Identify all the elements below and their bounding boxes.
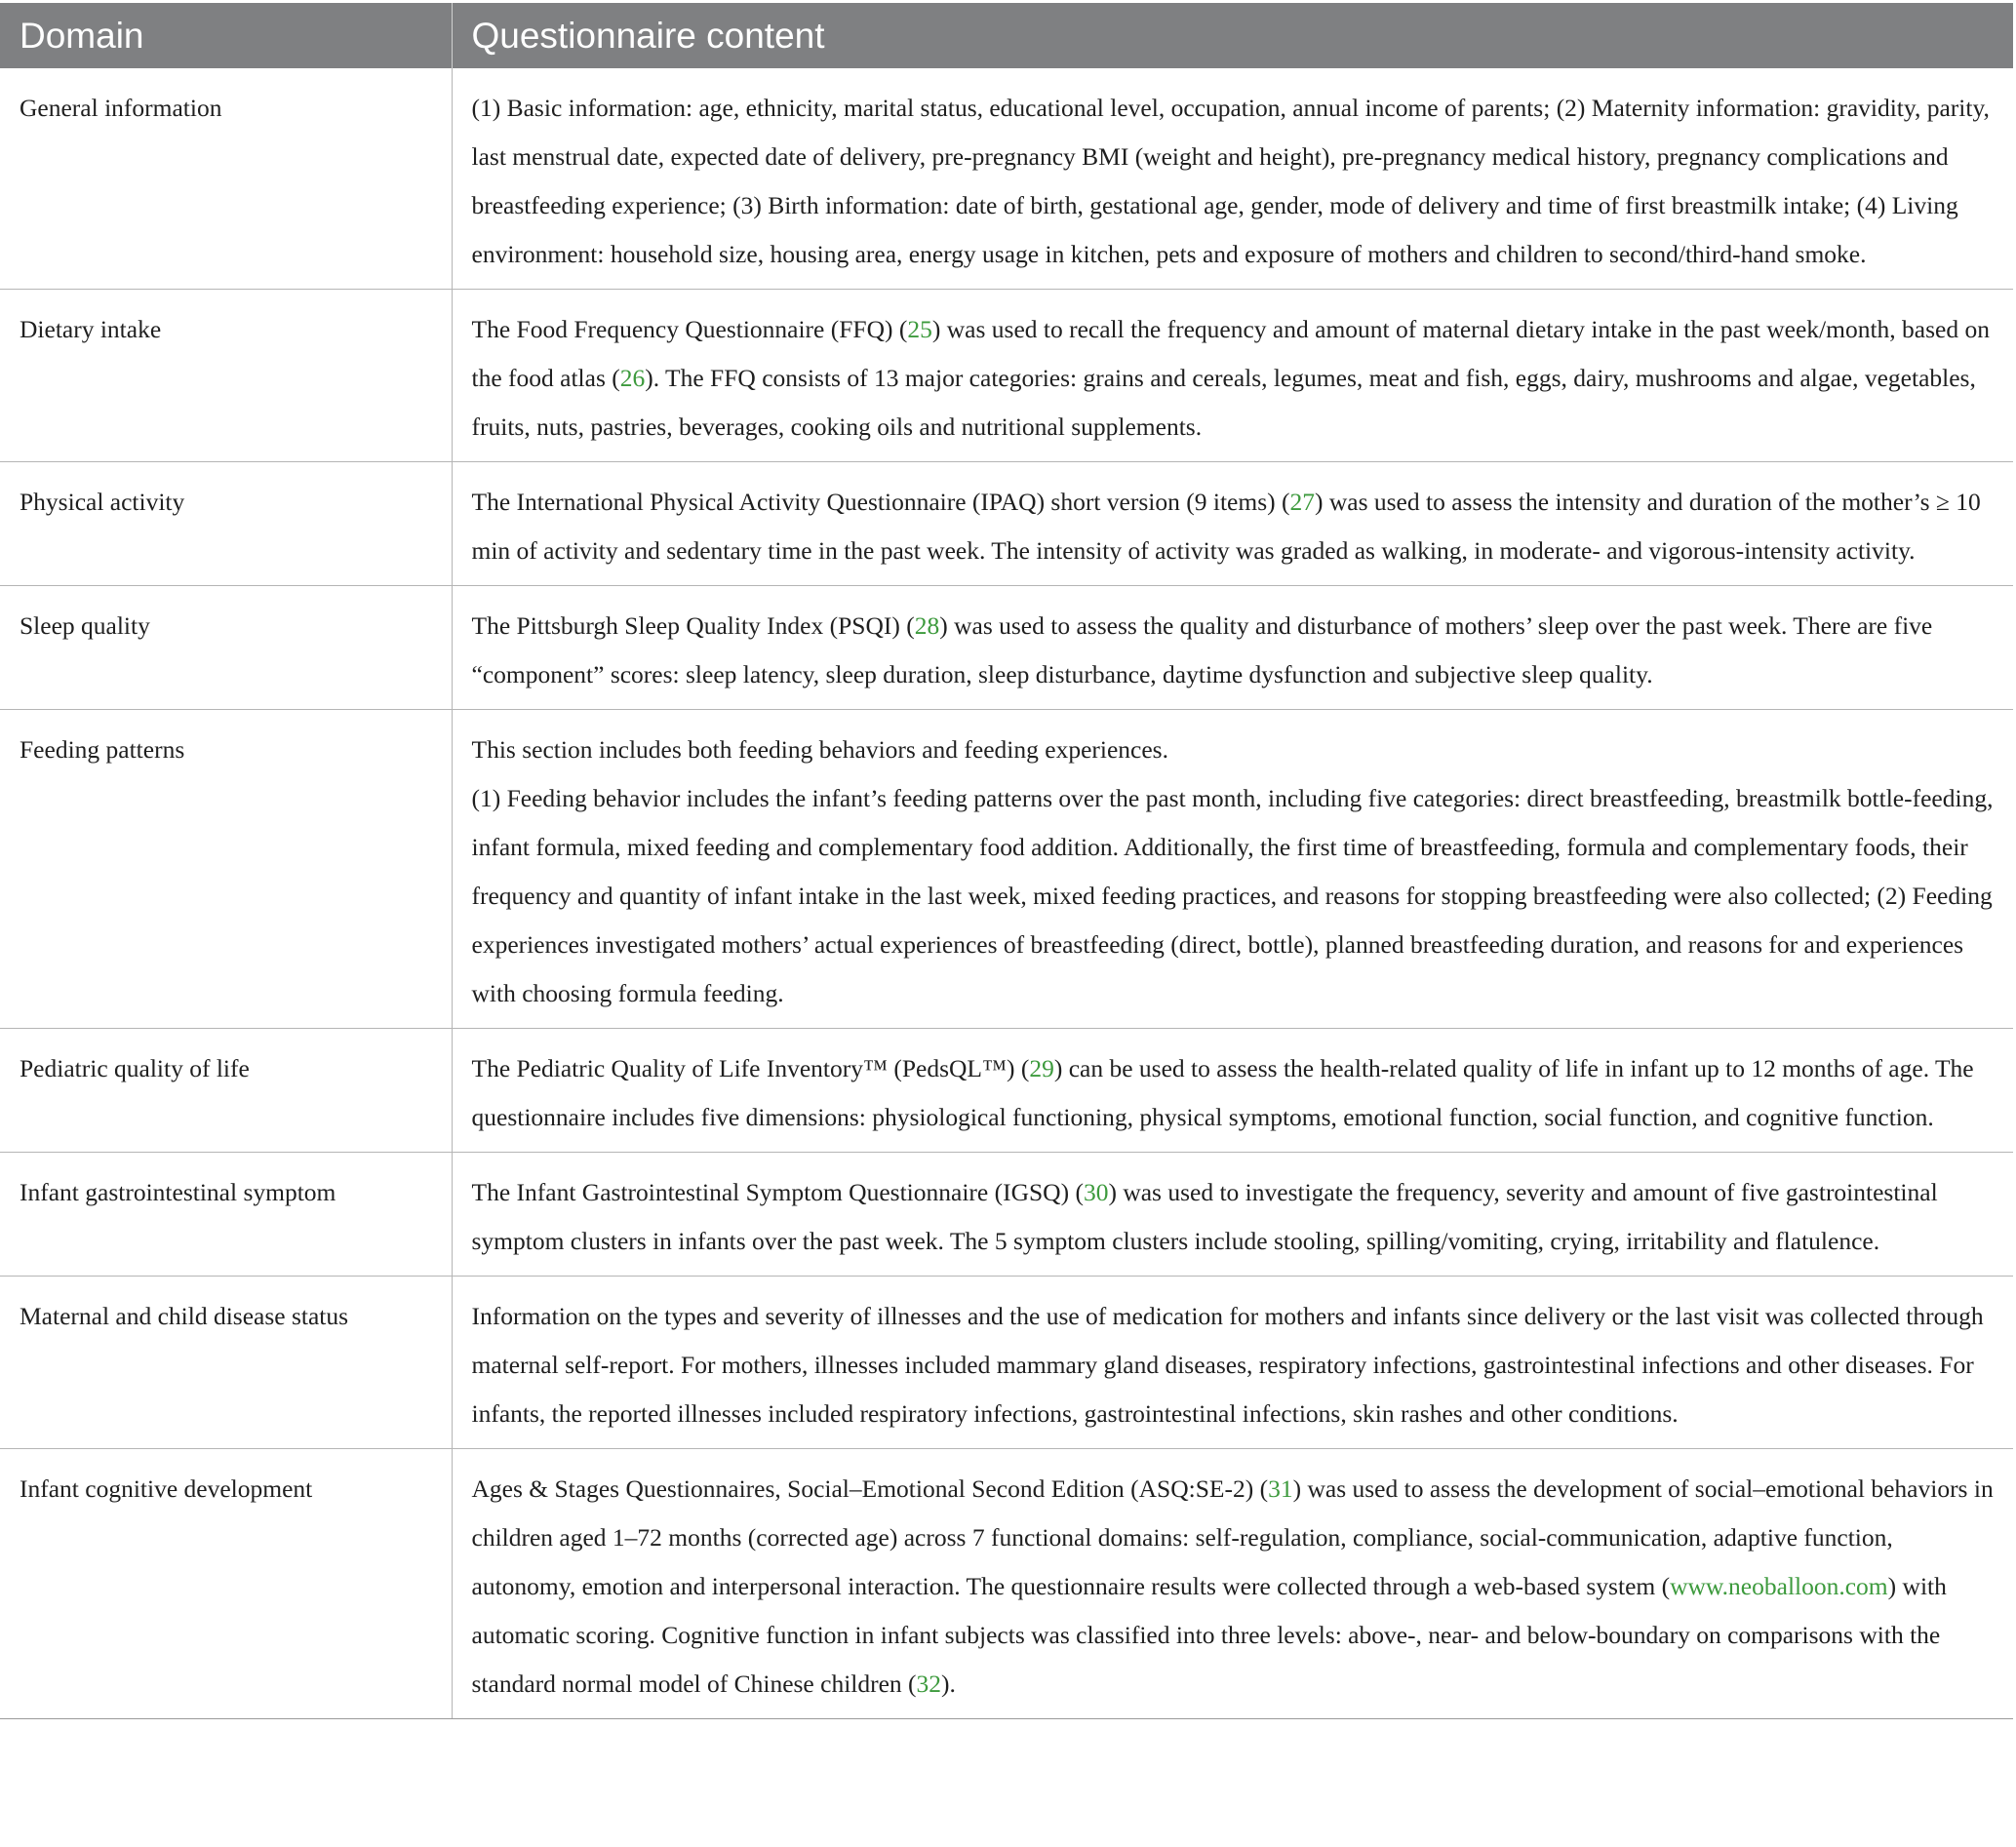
content-cell (452, 586, 2013, 710)
citation-link[interactable]: 30 (1083, 1178, 1109, 1206)
content-text: The Pittsburgh Sleep Quality Index (PSQI) ( (471, 611, 915, 640)
domain-cell: Infant gastrointestinal symptom (0, 1153, 452, 1277)
questionnaire-table (0, 3, 2013, 1719)
table-row (0, 586, 2013, 710)
domain-cell: Pediatric quality of life (0, 1029, 452, 1153)
citation-link[interactable]: 29 (1029, 1054, 1054, 1082)
content-text: ). The FFQ consists of 13 major categories: grains and cereals, legumes, meat and fish, eggs, dairy, mushrooms and algae, vegetables, fruits, nuts, pastries, beverages, cooking oils and nutritional supplements. (471, 364, 1976, 441)
citation-link[interactable]: www.neoballoon.com (1670, 1572, 1888, 1600)
citation-link[interactable]: 27 (1289, 488, 1315, 516)
citation-link[interactable]: 28 (914, 611, 940, 640)
content-text: ) can be used to assess the health-related quality of life in infant up to 12 months of age. The questionnaire includes five dimensions: physiological functioning, physical symptoms, emotional function, social function, and cognitive function. (471, 1054, 1974, 1131)
content-text: (1) Basic information: age, ethnicity, marital status, educational level, occupation, annual income of parents; (2) Maternity information: gravidity, parity, last menstrual date, expected date of delivery, pre-pregnancy BMI (weight and height), pre-pregnancy medical history, pregnancy complications and breastfeeding experience; (3) Birth information: date of birth, gestational age, gender, mode of delivery and time of first breastmilk intake; (4) Living environment: household size, housing area, energy usage in kitchen, pets and exposure of mothers and children to second/third-hand smoke. (471, 94, 1990, 268)
table-row (0, 1029, 2013, 1153)
header-questionnaire-content: Questionnaire content (452, 3, 2013, 68)
table-header-row (0, 3, 2013, 68)
content-text: ) was used to assess the development of social–emotional behaviors in children aged 1–72 months (corrected age) across 7 functional domains: self-regulation, compliance, social-communication, adaptive function, autonomy, emotion and interpersonal interaction. The questionnaire results were collected through a web-based system ( (471, 1474, 1994, 1600)
content-text: ) was used to recall the frequency and amount of maternal dietary intake in the past week/month, based on the food atlas ( (471, 315, 1990, 392)
domain-cell: Infant cognitive development (0, 1449, 452, 1719)
content-cell (452, 1449, 2013, 1719)
content-cell (452, 1153, 2013, 1277)
content-cell (452, 1277, 2013, 1449)
header-domain: Domain (0, 3, 452, 68)
content-text: ) was used to investigate the frequency, severity and amount of five gastrointestinal symptom clusters in infants over the past week. The 5 symptom clusters include stooling, spilling/vomiting, crying, irritability and flatulence. (471, 1178, 1938, 1255)
domain-cell: Maternal and child disease status (0, 1277, 452, 1449)
content-text: ) was used to assess the intensity and duration of the mother’s ≥ 10 min of activity and sedentary time in the past week. The intensity of activity was graded as walking, in moderate- and vigorous-intensity activity. (471, 488, 1981, 565)
table-row (0, 1277, 2013, 1449)
citation-link[interactable]: 26 (619, 364, 646, 392)
content-cell (452, 68, 2013, 290)
domain-cell: Feeding patterns (0, 710, 452, 1029)
content-cell (452, 462, 2013, 586)
domain-cell: General information (0, 68, 452, 290)
content-text: Ages & Stages Questionnaires, Social–Emotional Second Edition (ASQ:SE-2) ( (471, 1474, 1269, 1503)
table-row (0, 1153, 2013, 1277)
domain-cell: Physical activity (0, 462, 452, 586)
content-cell (452, 290, 2013, 462)
citation-link[interactable]: 32 (916, 1670, 942, 1698)
table-row (0, 1449, 2013, 1719)
content-text: The Pediatric Quality of Life Inventory™ (PedsQL™) ( (471, 1054, 1030, 1082)
content-text: ) was used to assess the quality and disturbance of mothers’ sleep over the past week. There are five “component” scores: sleep latency, sleep duration, sleep disturbance, daytime dysfunction and subjective sleep quality. (471, 611, 1933, 688)
content-text: The International Physical Activity Questionnaire (IPAQ) short version (9 items) ( (471, 488, 1290, 516)
table-row (0, 68, 2013, 290)
table-row (0, 710, 2013, 1029)
content-text: The Food Frequency Questionnaire (FFQ) ( (471, 315, 908, 343)
domain-cell: Sleep quality (0, 586, 452, 710)
content-cell (452, 710, 2013, 1029)
content-text: This section includes both feeding behaviors and feeding experiences. (471, 735, 1168, 764)
domain-cell: Dietary intake (0, 290, 452, 462)
content-text: ) with automatic scoring. Cognitive function in infant subjects was classified into three levels: above-, near- and below-boundary on comparisons with the standard normal model of Chinese children ( (471, 1572, 1947, 1698)
table-body (0, 68, 2013, 1719)
content-text: Information on the types and severity of illnesses and the use of medication for mothers and infants since delivery or the last visit was collected through maternal self-report. For mothers, illnesses included mammary gland diseases, respiratory infections, gastrointestinal infections and other diseases. For infants, the reported illnesses included respiratory infections, gastrointestinal infections, skin rashes and other conditions. (471, 1302, 1984, 1428)
citation-link[interactable]: 25 (907, 315, 932, 343)
content-text: The Infant Gastrointestinal Symptom Questionnaire (IGSQ) ( (471, 1178, 1084, 1206)
citation-link[interactable]: 31 (1268, 1474, 1293, 1503)
content-cell (452, 1029, 2013, 1153)
table-row (0, 462, 2013, 586)
table-row (0, 290, 2013, 462)
content-text: ). (941, 1670, 956, 1698)
content-text: (1) Feeding behavior includes the infant’s feeding patterns over the past month, including five categories: direct breastfeeding, breastmilk bottle-feeding, infant formula, mixed feeding and complementary food addition. Additionally, the first time of breastfeeding, formula and complementary foods, their frequency and quantity of infant intake in the last week, mixed feeding practices, and reasons for stopping breastfeeding were also collected; (2) Feeding experiences investigated mothers’ actual experiences of breastfeeding (direct, bottle), planned breastfeeding duration, and reasons for and experiences with choosing formula feeding. (471, 784, 1994, 1007)
